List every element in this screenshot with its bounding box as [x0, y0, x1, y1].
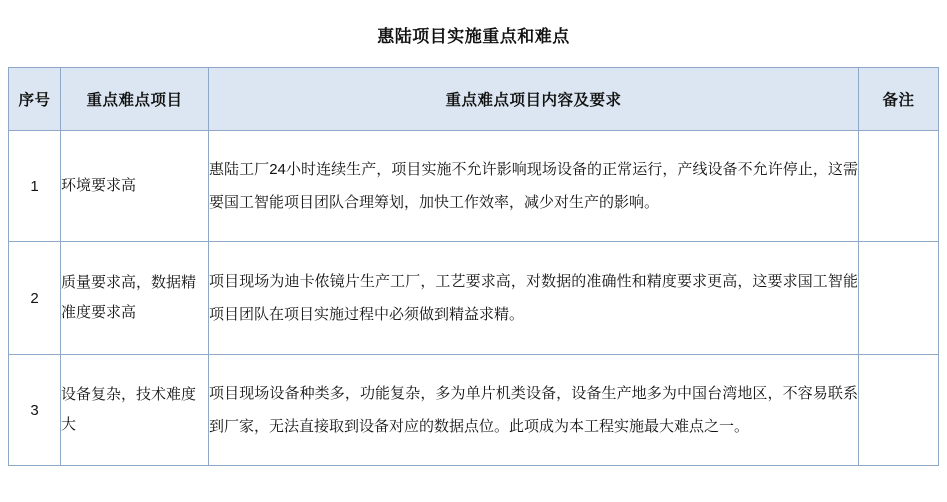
table-header: [9, 68, 939, 131]
cell-row-number: 1: [9, 131, 61, 242]
cell-row-number: 2: [9, 242, 61, 355]
table-row: [9, 131, 939, 242]
column-header-note: 备注: [859, 68, 939, 131]
table-row: [9, 355, 939, 466]
cell-item-content: 惠陆工厂24小时连续生产，项目实施不允许影响现场设备的正常运行，产线设备不允许停止，这需要国工智能项目团队合理筹划，加快工作效率，减少对生产的影响。: [209, 131, 859, 242]
column-header-no: 序号: [9, 68, 61, 131]
table-row: [9, 242, 939, 355]
cell-note: [859, 131, 939, 242]
cell-row-number: 3: [9, 355, 61, 466]
column-header-content: 重点难点项目内容及要求: [209, 68, 859, 131]
cell-item-name: 质量要求高，数据精准度要求高: [61, 242, 209, 355]
cell-item-content: 项目现场设备种类多，功能复杂，多为单片机类设备，设备生产地多为中国台湾地区，不容易联系到厂家，无法直接取到设备对应的数据点位。此项成为本工程实施最大难点之一。: [209, 355, 859, 466]
table-body: [9, 131, 939, 466]
cell-item-name: 环境要求高: [61, 131, 209, 242]
key-difficulties-table: [8, 67, 939, 466]
cell-item-content: 项目现场为迪卡侬镜片生产工厂，工艺要求高，对数据的准确性和精度要求更高，这要求国工智能项目团队在项目实施过程中必须做到精益求精。: [209, 242, 859, 355]
table-header-row: [9, 68, 939, 131]
page-title: 惠陆项目实施重点和难点: [377, 27, 570, 46]
cell-note: [859, 242, 939, 355]
cell-item-name: 设备复杂，技术难度大: [61, 355, 209, 466]
column-header-item: 重点难点项目: [61, 68, 209, 131]
cell-note: [859, 355, 939, 466]
